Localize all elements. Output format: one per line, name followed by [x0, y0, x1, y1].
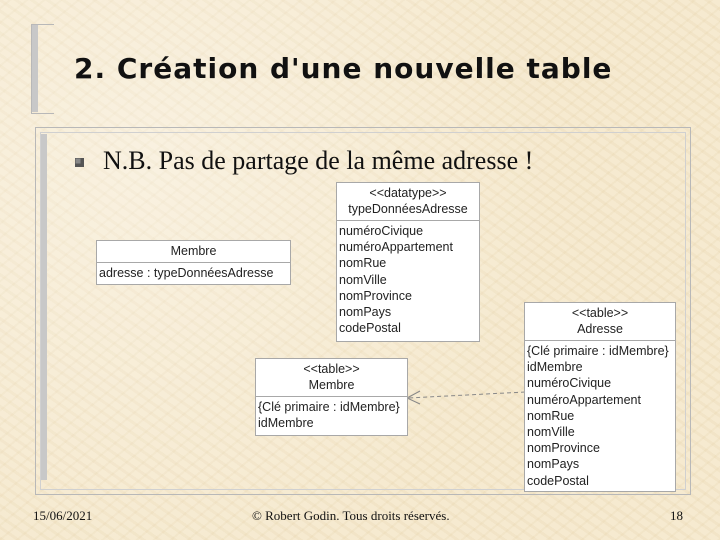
- adresse-table-attributes: [525, 341, 675, 491]
- adresse-table-stereotype: <<table>>: [571, 306, 629, 320]
- adresse-table-box: [524, 302, 676, 492]
- attribute: nomPays: [527, 457, 580, 472]
- membre-class-box: [96, 240, 291, 285]
- datatype-name: typeDonnéesAdresse: [348, 202, 468, 216]
- attribute: nomVille: [527, 425, 575, 440]
- membre-table-attributes: [256, 397, 407, 433]
- attribute: nomRue: [527, 408, 575, 423]
- footer-date: 15/06/2021: [33, 508, 93, 523]
- membre-class-attribute: adresse : typeDonnéesAdresse: [99, 266, 274, 280]
- attribute: numéroAppartement: [339, 240, 453, 255]
- attribute: nomProvince: [339, 288, 412, 303]
- attribute: nomRue: [339, 256, 387, 271]
- bullet-text: N.B. Pas de partage de la même adresse !: [103, 146, 534, 175]
- attribute: numéroCivique: [527, 376, 612, 391]
- membre-table-header: [256, 359, 407, 397]
- adresse-table-header: [525, 303, 675, 341]
- datatype-header: [337, 183, 479, 221]
- attribute: nomVille: [339, 272, 387, 287]
- attribute: nomProvince: [527, 441, 600, 456]
- adresse-table-name: Adresse: [577, 322, 623, 336]
- membre-class-name: Membre: [97, 241, 290, 263]
- datatype-stereotype: <<datatype>>: [369, 186, 447, 200]
- attribute: codePostal: [527, 473, 589, 488]
- attribute: idMembre: [258, 416, 314, 431]
- attribute: nomPays: [339, 305, 392, 320]
- attribute: {Clé primaire : idMembre}: [527, 344, 669, 358]
- attribute: numéroCivique: [339, 224, 424, 238]
- slide-title: 2. Création d'une nouvelle table: [74, 52, 613, 85]
- footer-page-number: 18: [670, 508, 683, 523]
- footer-copyright: © Robert Godin. Tous droits réservés.: [252, 508, 450, 523]
- attribute: numéroAppartement: [527, 392, 641, 407]
- datatype-attributes: [337, 221, 479, 338]
- membre-table-stereotype: <<table>>: [303, 362, 360, 376]
- attribute: {Clé primaire : idMembre}: [258, 400, 400, 414]
- membre-table-box: [255, 358, 408, 436]
- dependency-arrow: [400, 380, 530, 410]
- bullet-square-icon: [75, 158, 84, 167]
- datatype-class-box: [336, 182, 480, 342]
- attribute: codePostal: [339, 321, 401, 336]
- attribute: idMembre: [527, 360, 583, 375]
- title-frame: [31, 24, 54, 114]
- membre-table-name: Membre: [308, 378, 355, 392]
